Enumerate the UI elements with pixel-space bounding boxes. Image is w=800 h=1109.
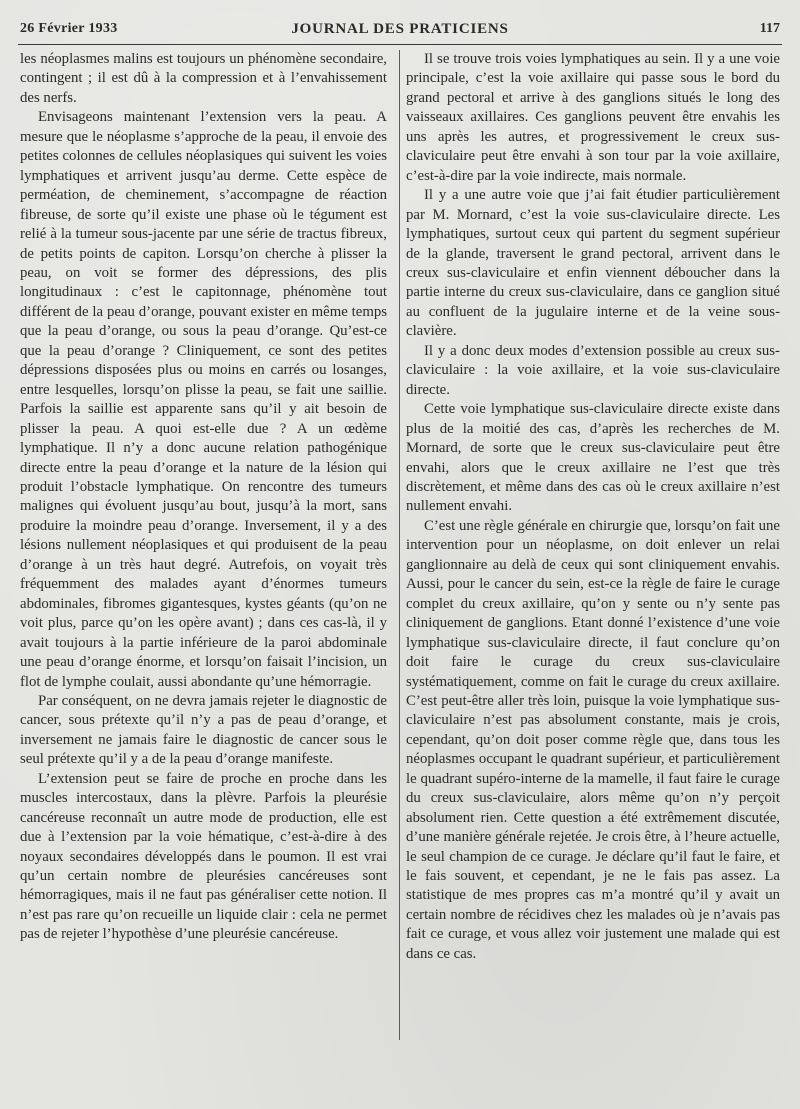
right-column [406,50,780,964]
paragraph: Envisageons maintenant l’extension vers la peau. A mesure que le néoplasme s’approche de la peau, il envoie des petites colonnes de cellules néoplasiques qui suivent les voies lymphatiques et arrivent jusqu’au derme. Cette espèce de perméation, de cheminement, s’accompagne de réaction fibreuse, de sorte qu’il existe une phase où le tégument est relié à la tumeur sous-jacente par une série de tractus fibreux, de petits points de capiton. Lorsqu’on cherche à plisser la peau, on voit se former des dépressions, des plis longitudinaux : c’est le capitonnage, phénomène tout différent de la peau d’orange, pouvant exister en même temps que la peau d’orange, ou sous la peau d’orange. Qu’est-ce que la peau d’orange ? Cliniquement, ce sont des petites dépressions disposées plus ou moins en carrés ou losanges, entre lesquelles, lorsqu’on plisse la peau, se fait une saillie. Parfois la saillie est apparente sans qu’il y ait besoin de plisser la peau. A quoi est-elle due ? A un œdème lymphatique. Il n’y a donc aucune relation pathogénique directe entre la peau d’orange et la nature de la lésion qui produit l’obstacle lymphatique. On rencontre des tumeurs malignes qui évoluent jusqu’au bout, jusqu’à la mort, sans produire la moindre peau d’orange. Inversement, il y a des lésions nullement néoplasiques et qui produisent de la peau d’orange à un très haut degré. Autrefois, on voyait très fréquemment des malades ayant d’énormes tumeurs abdominales, fibromes gigantesques, kystes géants (qu’on ne voit plus, parce qu’on les opère avant) ; dans ces cas-là, il y avait toujours à la partie inférieure de la paroi abdominale une peau d’orange énorme, et lorsqu’on faisait l’incision, un flot de lymphe coulait, aussi abondante qu’une hémorragie. [20,109,387,690]
paragraph: les néoplasmes malins est toujours un phénomène secondaire, contingent ; il est dû à la compression et à l’envahissement des nerfs. [20,51,387,106]
paragraph: Cette voie lymphatique sus-claviculaire directe existe dans plus de la moitié des cas, d’après les recherches de M. Mornard, de sorte que le creux sus-claviculaire peut être envahi, alors que le creux axillaire ne l’est que très discrètement, et même dans des cas où le creux axillaire n’est nullement envahi. [406,401,780,515]
paragraph: Il y a donc deux modes d’extension possible au creux sus-claviculaire : la voie axillaire, et la voie sus-claviculaire directe. [406,342,780,398]
column-divider [399,50,400,1040]
left-column [20,50,387,945]
paragraph: Il y a une autre voie que j’ai fait étudier particulièrement par M. Mornard, c’est la voie sus-claviculaire directe. Les lymphatiques, surtout ceux qui partent du segment supérieur de la glande, traversent le grand pectoral, arrivent dans le creux sus-claviculaire et enfin viennent déboucher dans la partie interne du creux sus-claviculaire, dans ce ganglion situé au confluent de la jugulaire interne et de la veine sous-clavière. [406,187,780,340]
page-number: 117 [759,21,780,36]
paragraph: Il se trouve trois voies lymphatiques au sein. Il y a une voie principale, c’est la voie axillaire qui passe sous le bord du grand pectoral et arrive à des ganglions situés le long des vaisseaux axillaires. Ces ganglions peuvent être envahis les uns après les autres, et progressivement le creux sus-claviculaire peut être envahi à son tour par la voie axillaire, c’est-à-dire par la voie indirecte, mais normale. [406,51,780,184]
paragraph: Par conséquent, on ne devra jamais rejeter le diagnostic de cancer, sous prétexte qu’il n’y a pas de peau d’orange, et inversement ne jamais faire le diagnostic de cancer sous le seul prétexte qu’il y a de la peau d’orange manifeste. [20,692,387,768]
running-header [20,14,780,44]
issue-date: 26 Février 1933 [20,21,118,36]
paragraph: C’est une règle générale en chirurgie que, lorsqu’on fait une intervention pour un néoplasme, on doit enlever un relai ganglionnaire au delà de ceux qui sont cliniquement envahis. Aussi, pour le cancer du sein, est-ce la règle de faire le curage complet du creux axillaire, qu’on y sente ou n’y sente pas cliniquement de ganglions. Etant donné l’existence d’une voie lymphatique sus-claviculaire directe, il faut conclure qu’on doit faire le curage du creux sus-claviculaire systématiquement, comme on fait le curage du creux axillaire. C’est peut-être aller très loin, puisque la voie lymphatique sus-claviculaire n’est pas absolument constante, mais je crois, cependant, qu’on doit poser comme règle que, dans tous les néoplasmes occupant le quadrant supérieur, et particulièrement le quadrant supéro-interne de la mamelle, il faut faire le curage du creux sus-claviculaire, alors même qu’on n’y perçoit absolument rien. Cette question a été extrêmement discutée, d’une manière générale rejetée. Je crois être, à l’heure actuelle, le seul champion de ce curage. Je déclare qu’il faut le faire, et le fais souvent, et cependant, je ne le fais pas assez. La statistique de mes propres cas m’a montré qu’il y avait un certain nombre de récidives chez les malades où je n’avais pas fait ce curage, et vous allez voir justement une malade qui est dans ce cas. [406,517,780,962]
header-rule [18,44,782,45]
paragraph: L’extension peut se faire de proche en proche dans les muscles intercostaux, dans la plèvre. Parfois la pleurésie cancéreuse reconnaît un autre mode de production, elle est due à l’extension par la voie hématique, c’est-à-dire à des noyaux secondaires développés dans le poumon. Il est vrai qu’un certain nombre de pleurésies cancéreuses sont hémorragiques, mais il ne faut pas généraliser cette notion. Il n’est pas rare qu’on recueille un liquide clair : cela ne permet pas de rejeter l’hypothèse d’une pleurésie cancéreuse. [20,770,387,943]
journal-title: JOURNAL DES PRATICIENS [291,20,509,37]
